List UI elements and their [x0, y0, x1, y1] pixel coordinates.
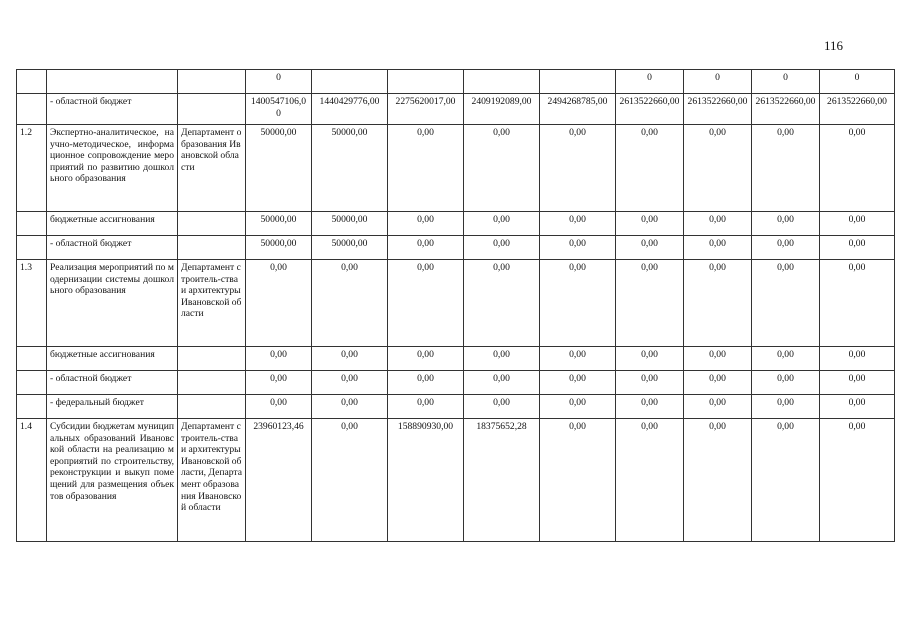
value-cell: 0,00	[388, 395, 464, 419]
value-cell: 0,00	[388, 371, 464, 395]
value-cell: 2409192089,00	[464, 94, 540, 125]
value-cell: 23960123,46	[246, 419, 312, 542]
row-executor-cell	[178, 212, 246, 236]
row-name-cell: - федеральный бюджет	[47, 395, 178, 419]
value-cell: 0,00	[684, 395, 752, 419]
value-cell: 0,00	[246, 371, 312, 395]
value-cell: 50000,00	[312, 212, 388, 236]
row-index-cell	[17, 347, 47, 371]
value-cell: 0	[752, 70, 820, 94]
value-cell: 0,00	[820, 236, 895, 260]
value-cell: 0,00	[246, 395, 312, 419]
value-cell: 2494268785,00	[540, 94, 616, 125]
value-cell: 0,00	[616, 260, 684, 347]
value-cell: 0,00	[312, 260, 388, 347]
row-index-cell	[17, 371, 47, 395]
table-row	[17, 70, 895, 94]
row-name-cell	[47, 70, 178, 94]
value-cell: 50000,00	[246, 236, 312, 260]
row-name-cell: Субсидии бюджетам муниципальных образований Ивановской области на реализацию мероприятий по строительству, реконструкции и выкуп помещений для размещения объектов образования	[47, 419, 178, 542]
row-index-cell: 1.3	[17, 260, 47, 347]
value-cell: 2275620017,00	[388, 94, 464, 125]
value-cell: 2613522660,00	[616, 94, 684, 125]
row-index-cell	[17, 94, 47, 125]
value-cell: 1440429776,00	[312, 94, 388, 125]
value-cell: 0,00	[312, 395, 388, 419]
value-cell: 0,00	[388, 125, 464, 212]
value-cell: 50000,00	[246, 212, 312, 236]
row-index-cell: 1.4	[17, 419, 47, 542]
table-row	[17, 371, 895, 395]
value-cell: 0,00	[616, 395, 684, 419]
value-cell: 0,00	[388, 212, 464, 236]
row-name-cell: - областной бюджет	[47, 371, 178, 395]
value-cell: 50000,00	[312, 236, 388, 260]
value-cell: 0,00	[540, 395, 616, 419]
value-cell: 0,00	[464, 371, 540, 395]
value-cell: 0,00	[464, 212, 540, 236]
row-executor-cell: Департамент строитель-ства и архитектуры Ивановской области, Департамент образования Ивановской области	[178, 419, 246, 542]
value-cell: 0	[820, 70, 895, 94]
row-name-cell: Реализация мероприятий по модернизации системы дошкольного образования	[47, 260, 178, 347]
budget-table	[16, 69, 895, 542]
value-cell: 0,00	[388, 347, 464, 371]
value-cell: 0,00	[616, 419, 684, 542]
value-cell: 0,00	[464, 236, 540, 260]
value-cell: 0,00	[684, 260, 752, 347]
value-cell: 0,00	[752, 395, 820, 419]
value-cell	[388, 70, 464, 94]
value-cell: 0,00	[540, 347, 616, 371]
table-row	[17, 212, 895, 236]
value-cell	[464, 70, 540, 94]
value-cell: 0,00	[540, 260, 616, 347]
page-number: 116	[824, 38, 844, 53]
row-index-cell	[17, 395, 47, 419]
value-cell: 0,00	[752, 347, 820, 371]
value-cell: 0,00	[540, 236, 616, 260]
value-cell: 2613522660,00	[752, 94, 820, 125]
value-cell: 0,00	[464, 395, 540, 419]
row-name-cell: - областной бюджет	[47, 236, 178, 260]
value-cell: 0,00	[684, 125, 752, 212]
table-row	[17, 419, 895, 542]
value-cell: 0,00	[464, 125, 540, 212]
value-cell: 0,00	[752, 236, 820, 260]
value-cell: 0,00	[246, 260, 312, 347]
value-cell: 18375652,28	[464, 419, 540, 542]
value-cell: 0,00	[752, 371, 820, 395]
value-cell: 0,00	[388, 260, 464, 347]
value-cell: 0,00	[684, 347, 752, 371]
table-row	[17, 236, 895, 260]
value-cell: 0,00	[312, 371, 388, 395]
value-cell: 2613522660,00	[684, 94, 752, 125]
row-executor-cell	[178, 94, 246, 125]
value-cell: 158890930,00	[388, 419, 464, 542]
value-cell: 0,00	[684, 236, 752, 260]
value-cell: 0,00	[540, 419, 616, 542]
value-cell: 0,00	[540, 125, 616, 212]
table-row	[17, 347, 895, 371]
row-name-cell: - областной бюджет	[47, 94, 178, 125]
value-cell: 0,00	[820, 260, 895, 347]
row-executor-cell	[178, 347, 246, 371]
row-index-cell	[17, 70, 47, 94]
value-cell: 0	[616, 70, 684, 94]
value-cell: 0,00	[540, 212, 616, 236]
value-cell: 0,00	[752, 125, 820, 212]
value-cell: 0,00	[616, 347, 684, 371]
row-executor-cell	[178, 371, 246, 395]
value-cell: 0,00	[464, 260, 540, 347]
row-executor-cell: Департамент строитель-ства и архитектуры Ивановской области	[178, 260, 246, 347]
value-cell: 0,00	[820, 212, 895, 236]
value-cell: 0,00	[616, 212, 684, 236]
row-executor-cell	[178, 395, 246, 419]
value-cell: 0,00	[820, 125, 895, 212]
row-index-cell	[17, 212, 47, 236]
row-executor-cell: Департамент образования Ивановской области	[178, 125, 246, 212]
value-cell	[540, 70, 616, 94]
value-cell: 0,00	[820, 347, 895, 371]
value-cell: 0,00	[752, 260, 820, 347]
value-cell: 0,00	[684, 212, 752, 236]
value-cell: 0	[684, 70, 752, 94]
value-cell: 0,00	[246, 347, 312, 371]
value-cell: 0,00	[312, 347, 388, 371]
value-cell: 1400547106,00	[246, 94, 312, 125]
value-cell: 0,00	[540, 371, 616, 395]
value-cell: 0,00	[464, 347, 540, 371]
value-cell: 0,00	[616, 236, 684, 260]
value-cell: 0,00	[684, 419, 752, 542]
row-index-cell	[17, 236, 47, 260]
value-cell: 0	[246, 70, 312, 94]
table-row	[17, 395, 895, 419]
value-cell: 0,00	[684, 371, 752, 395]
table-row	[17, 125, 895, 212]
value-cell: 0,00	[820, 419, 895, 542]
value-cell: 50000,00	[246, 125, 312, 212]
value-cell	[312, 70, 388, 94]
value-cell: 0,00	[820, 395, 895, 419]
value-cell: 0,00	[312, 419, 388, 542]
table-row	[17, 94, 895, 125]
value-cell: 0,00	[616, 125, 684, 212]
row-name-cell: бюджетные ассигнования	[47, 212, 178, 236]
value-cell: 0,00	[616, 371, 684, 395]
row-name-cell: Экспертно-аналитическое, научно-методическое, информационное сопровождение мероприятий по развитию дошкольного образования	[47, 125, 178, 212]
row-name-cell: бюджетные ассигнования	[47, 347, 178, 371]
row-executor-cell	[178, 236, 246, 260]
row-executor-cell	[178, 70, 246, 94]
table-body	[17, 70, 895, 542]
value-cell: 50000,00	[312, 125, 388, 212]
value-cell: 2613522660,00	[820, 94, 895, 125]
value-cell: 0,00	[820, 371, 895, 395]
table-row	[17, 260, 895, 347]
value-cell: 0,00	[752, 212, 820, 236]
row-index-cell: 1.2	[17, 125, 47, 212]
value-cell: 0,00	[752, 419, 820, 542]
value-cell: 0,00	[388, 236, 464, 260]
